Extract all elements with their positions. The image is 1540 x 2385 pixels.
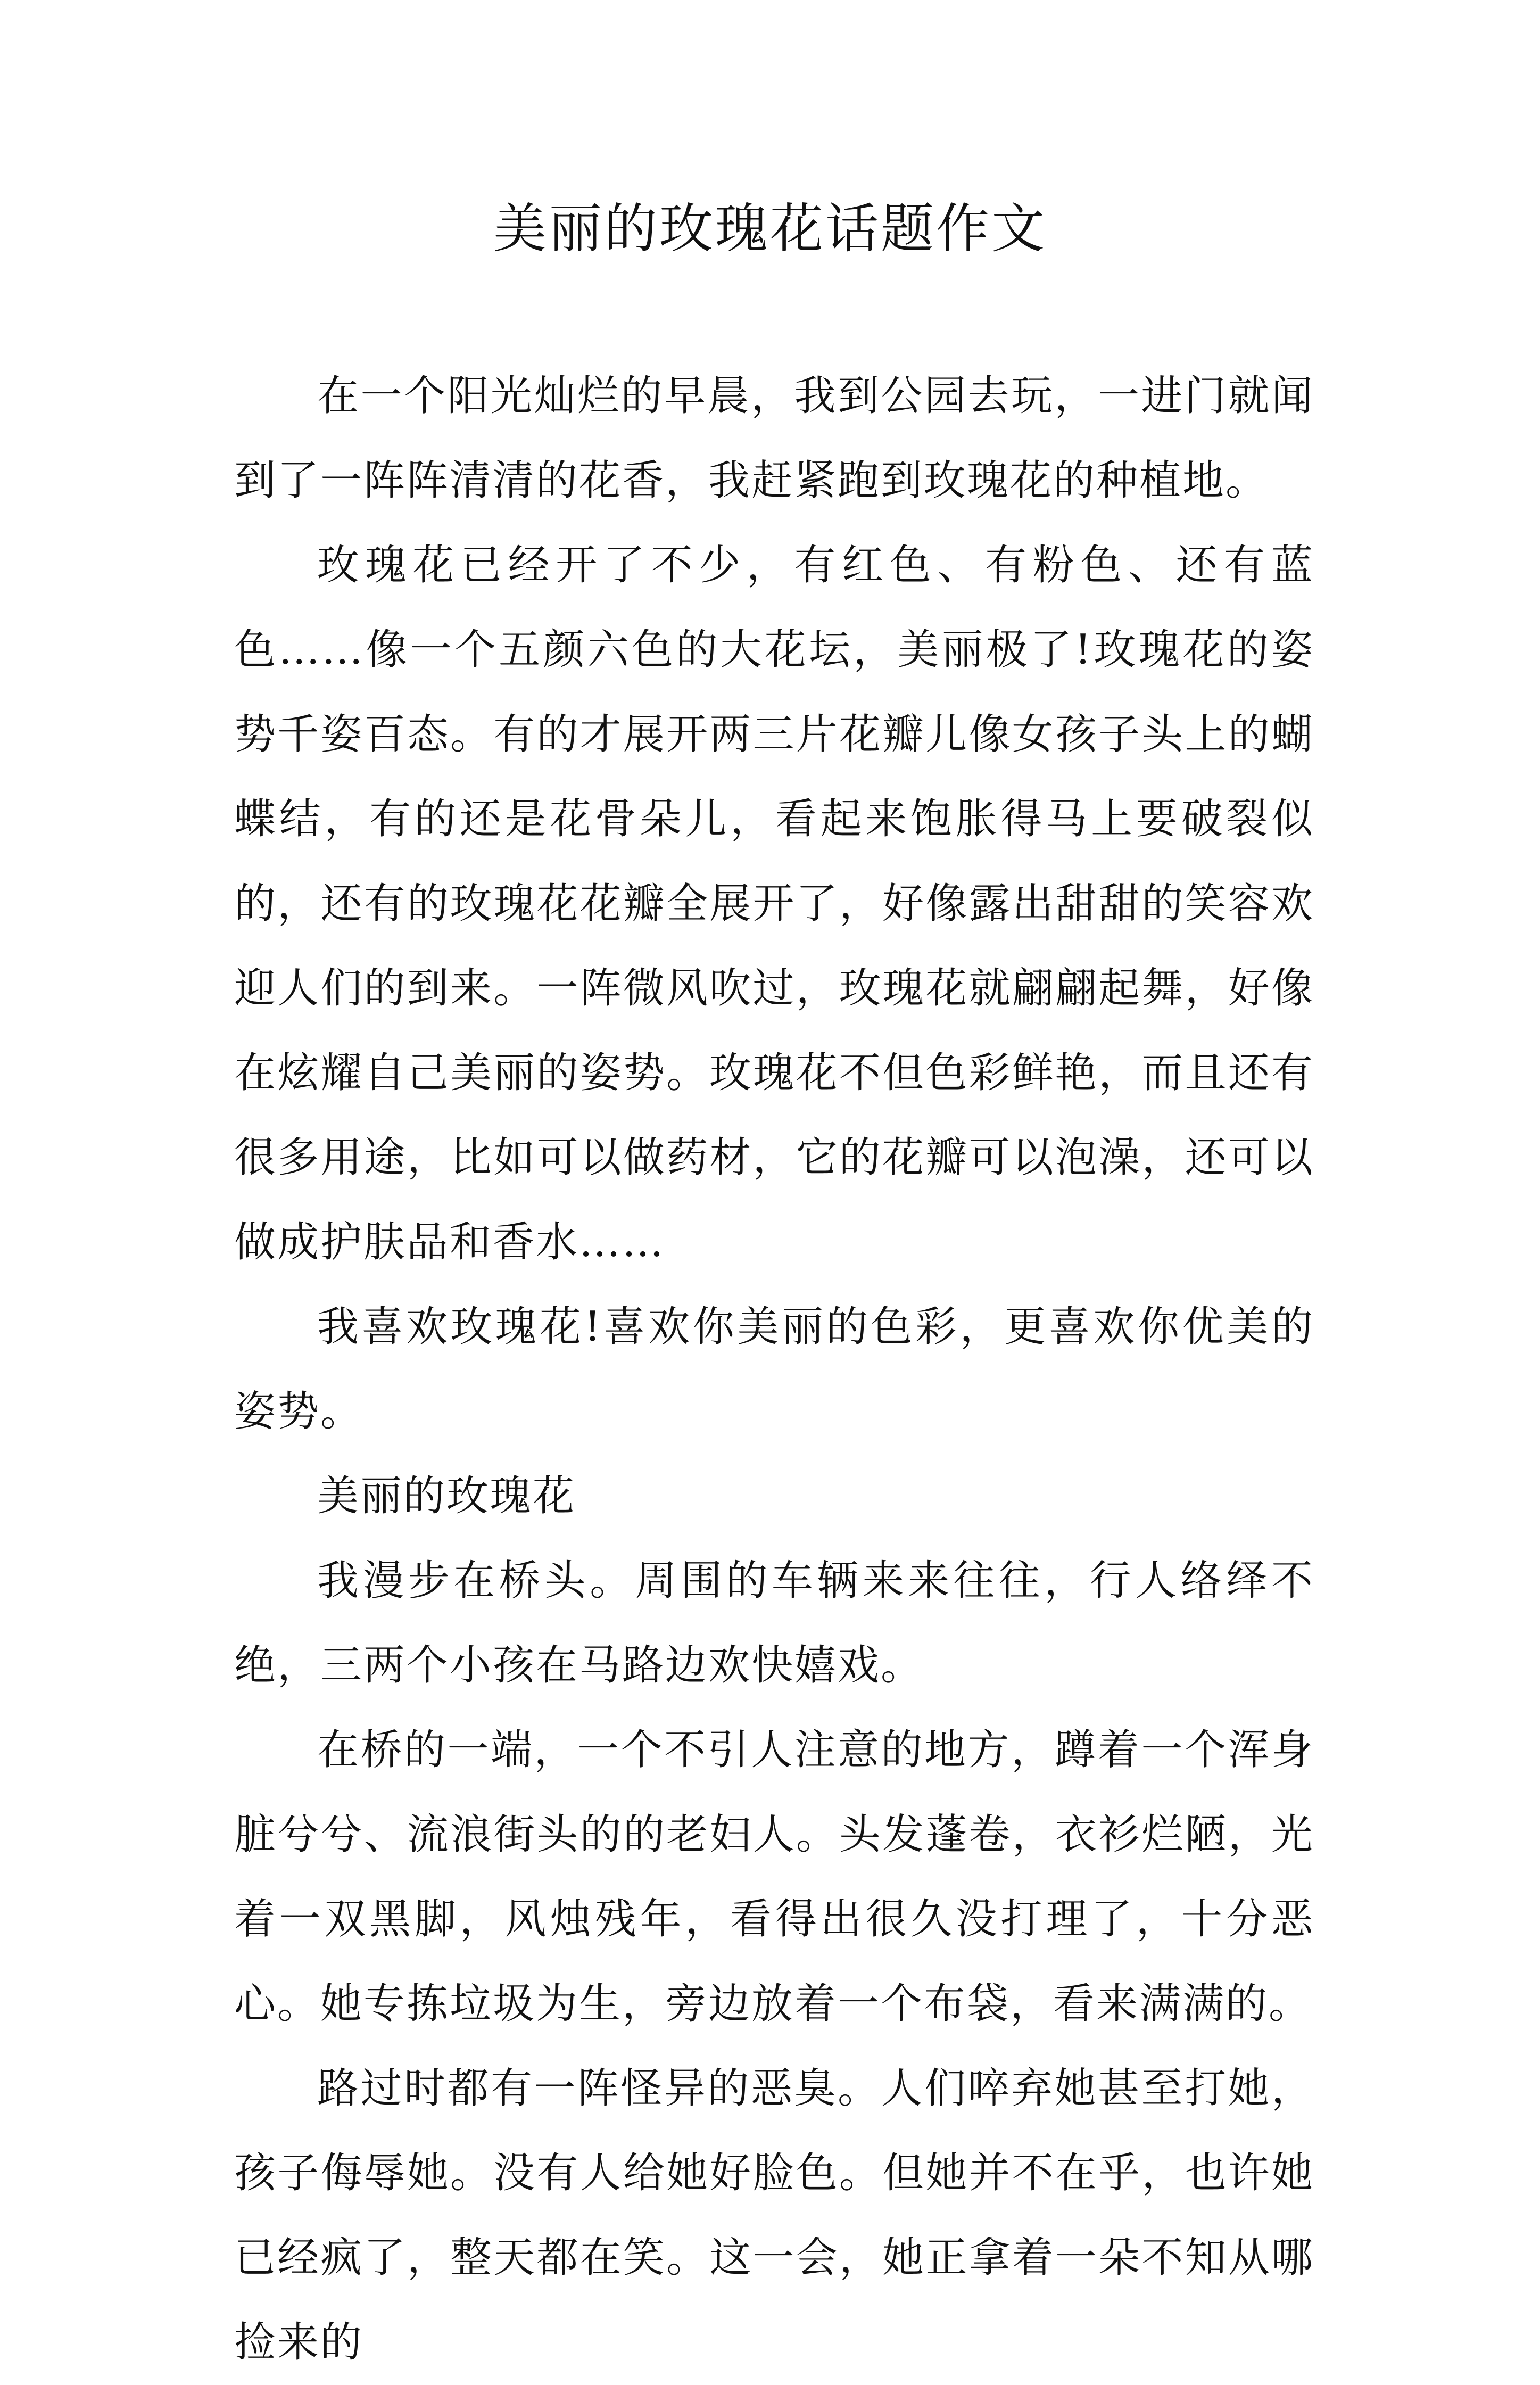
paragraph-4: 我漫步在桥头。周围的车辆来来往往，行人络绎不绝，三两个小孩在马路边欢快嬉戏。 [234,1557,1314,1689]
paragraph-5: 在桥的一端，一个不引人注意的地方，蹲着一个浑身脏兮兮、流浪街头的的老妇人。头发蓬卷，衣衫烂陋，光着一双黑脚，风烛残年，看得出很久没打理了，十分恶心。她专拣垃圾为生，旁边放着一个布袋，看来满满的。 [234,1726,1314,2028]
paragraph-1: 在一个阳光灿烂的早晨，我到公园去玩，一进门就闻到了一阵阵清清的花香，我赶紧跑到玫瑰花的种植地。 [234,372,1314,505]
document-body [234,354,1314,2385]
paragraph-3: 我喜欢玫瑰花!喜欢你美丽的色彩，更喜欢你优美的姿势。 [234,1303,1314,1435]
section-heading: 美丽的玫瑰花 [317,1472,576,1520]
document-title: 美丽的玫瑰花话题作文 [493,197,1047,260]
paragraph-2: 玫瑰花已经开了不少，有红色、有粉色、还有蓝色……像一个五颜六色的大花坛，美丽极了!玫瑰花的姿势千姿百态。有的才展开两三片花瓣儿像女孩子头上的蝴蝶结，有的还是花骨朵儿，看起来饱胀得马上要破裂似的，还有的玫瑰花花瓣全展开了，好像露出甜甜的笑容欢迎人们的到来。一阵微风吹过，玫瑰花就翩翩起舞，好像在炫耀自己美丽的姿势。玫瑰花不但色彩鲜艳，而且还有很多用途，比如可以做药材，它的花瓣可以泡澡，还可以做成护肤品和香水…… [234,541,1314,1266]
paragraph-6: 路过时都有一阵怪异的恶臭。人们啐弃她甚至打她，孩子侮辱她。没有人给她好脸色。但她并不在乎，也许她已经疯了，整天都在笑。这一会，她正拿着一朵不知从哪捡来的 [234,2065,1314,2366]
